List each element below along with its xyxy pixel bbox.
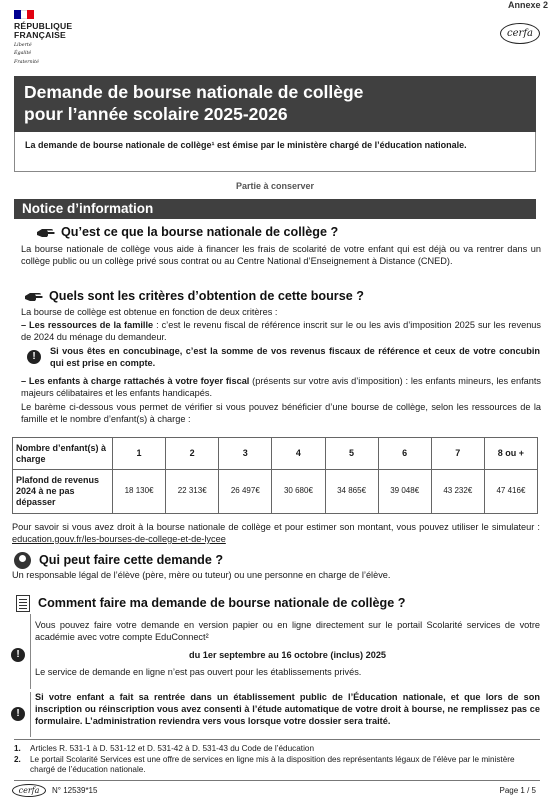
document-icon <box>16 595 30 612</box>
ceiling-cell: 22 313€ <box>166 470 219 514</box>
row-label-ceiling: Plafond de revenus 2024 à ne pas dépasser <box>13 470 113 514</box>
rf-line-2: FRANÇAISE <box>14 29 66 40</box>
footer-divider <box>14 780 540 781</box>
q1-title: Qu’est ce que la bourse nationale de collège ? <box>61 225 339 239</box>
footnote-1 <box>14 744 540 754</box>
how-to-box <box>30 614 540 689</box>
partie-a-conserver: Partie à conserver <box>235 181 315 191</box>
footer-cerfa-logo: cerfa <box>12 784 46 797</box>
children-cell: 3 <box>219 438 272 470</box>
person-icon <box>14 552 31 569</box>
ceiling-cell: 34 865€ <box>325 470 378 514</box>
application-dates: du 1er septembre au 16 octobre (inclus) 2025 <box>188 649 387 660</box>
criterion-ressources-text: : c’est le revenu fiscal de référence inscrit sur le ou les avis d’imposition 2025 sur les revenus de 2024 du ménage du demandeur. <box>21 320 542 342</box>
footnote-2 <box>14 755 540 776</box>
motto-fraternite: Fraternité <box>14 60 39 66</box>
republique-francaise-logo <box>14 10 84 66</box>
intro-text: La demande de bourse nationale de collège¹ est émise par le ministère chargé de l’éducation nationale. <box>14 132 536 172</box>
title-line-2: pour l’année scolaire 2025-2026 <box>24 104 288 124</box>
children-cell: 1 <box>113 438 166 470</box>
ceiling-cell: 30 680€ <box>272 470 325 514</box>
private-note: Le service de demande en ligne n’est pas ouvert pour les établissements privés. <box>35 667 362 678</box>
q1-text: La bourse nationale de collège vous aide à financer les frais de scolarité de votre enfant qui est déjà ou va rentrer dans un collège public ou un collège privé sous contrat ou au Centre National d’Enseignement à Distance (CNED). <box>21 244 541 266</box>
warning-icon: ! <box>11 707 25 721</box>
footnote-number: 2. <box>14 755 21 764</box>
motto-liberte: Liberté <box>14 42 32 48</box>
notice-heading: Notice d’information <box>14 199 536 219</box>
children-cell: 5 <box>325 438 378 470</box>
criterion-enfants <box>21 376 541 400</box>
footnote-text: Articles R. 531-1 à D. 531-12 et D. 531-42 à D. 531-43 du Code de l’éducation <box>30 744 315 753</box>
criterion-enfants-label: – Les enfants à charge rattachés à votre foyer fiscal <box>21 376 250 386</box>
automatic-study-warning: Si votre enfant a fait sa rentrée dans un établissement public de l’Éducation nationale, et que lors de son inscription ou réinscription vous avez consenti à l’étude automatique de votre droit à bourse, ne remplissez pas ce formulaire. L’administration reviendra vers vous lorsque votre dossier sera traité. <box>30 692 540 737</box>
children-cell: 6 <box>378 438 431 470</box>
q4-heading <box>16 595 405 612</box>
q2-heading <box>24 288 364 304</box>
children-cell: 4 <box>272 438 325 470</box>
rf-line-1: RÉPUBLIQUE <box>14 21 73 31</box>
motto-egalite: Égalité <box>14 51 32 57</box>
q1-heading <box>36 224 338 240</box>
bareme-text: Le barème ci-dessous vous permet de vérifier si vous pouvez bénéficier d’une bourse de collège, selon les ressources de la famille et le nombre d’enfant(s) à charge : <box>21 402 541 424</box>
cerfa-number: N° 12539*15 <box>52 786 98 795</box>
page-number: Page 1 / 5 <box>499 786 536 795</box>
concubinage-warning: Si vous êtes en concubinage, c’est la somme de vos revenus fiscaux de référence et ceux de votre concubin qui est prise en compte. <box>50 346 540 368</box>
document-title <box>14 76 536 132</box>
footnote-text: Le portail Scolarité Services est une offre de services en ligne mis à la disposition des représentants légaux de l’élève par le ministère chargé de l’éducation nationale. <box>30 755 515 775</box>
simulateur-link[interactable]: education.gouv.fr/les-bourses-de-college-et-de-lycee <box>12 533 226 544</box>
q3-title: Qui peut faire cette demande ? <box>39 553 224 568</box>
children-cell: 2 <box>166 438 219 470</box>
q3-text: Un responsable légal de l’élève (père, mère ou tuteur) ou une personne en charge de l’élève. <box>12 570 391 580</box>
children-cell: 8 ou + <box>484 438 537 470</box>
q3-heading <box>14 552 223 569</box>
warning-icon: ! <box>11 648 25 662</box>
pointing-hand-icon <box>24 290 46 303</box>
online-text: Vous pouvez faire votre demande en version papier ou en ligne directement sur le portail Scolarité services de votre académie avec votre compte EduConnect² <box>35 620 540 642</box>
warning-icon: ! <box>27 350 41 364</box>
title-line-1: Demande de bourse nationale de collège <box>24 82 364 102</box>
criterion-enfants-text: (présents sur votre avis d’imposition) : les enfants mineurs, les enfants majeurs célibataires et les enfants handicapés. <box>21 376 541 398</box>
q4-title: Comment faire ma demande de bourse nationale de collège ? <box>38 596 406 611</box>
ceiling-cell: 18 130€ <box>113 470 166 514</box>
ceiling-cell: 39 048€ <box>378 470 431 514</box>
ceiling-cell: 43 232€ <box>431 470 484 514</box>
footnote-number: 1. <box>14 744 21 753</box>
criterion-ressources-label: – Les ressources de la famille <box>21 320 154 330</box>
flag-icon <box>14 10 34 19</box>
bareme-table <box>12 437 538 514</box>
simulateur-text: Pour savoir si vous avez droit à la bourse nationale de collège et pour estimer son montant, vous pouvez utiliser le simulateur : <box>12 522 540 532</box>
ceiling-cell: 26 497€ <box>219 470 272 514</box>
cerfa-logo: cerfa <box>500 23 540 44</box>
table-row <box>13 438 538 470</box>
row-label-children: Nombre d’enfant(s) à charge <box>13 438 113 470</box>
annex-label: Annexe 2 <box>507 0 548 10</box>
simulateur-paragraph <box>12 522 540 546</box>
footnote-divider <box>14 739 540 740</box>
pointing-hand-icon <box>36 226 58 239</box>
q2-title: Quels sont les critères d’obtention de cette bourse ? <box>49 289 364 303</box>
ceiling-cell: 47 416€ <box>484 470 537 514</box>
children-cell: 7 <box>431 438 484 470</box>
q2-intro: La bourse de collège est obtenue en fonction de deux critères : <box>21 307 278 317</box>
table-row <box>13 470 538 514</box>
criterion-ressources <box>21 320 541 344</box>
